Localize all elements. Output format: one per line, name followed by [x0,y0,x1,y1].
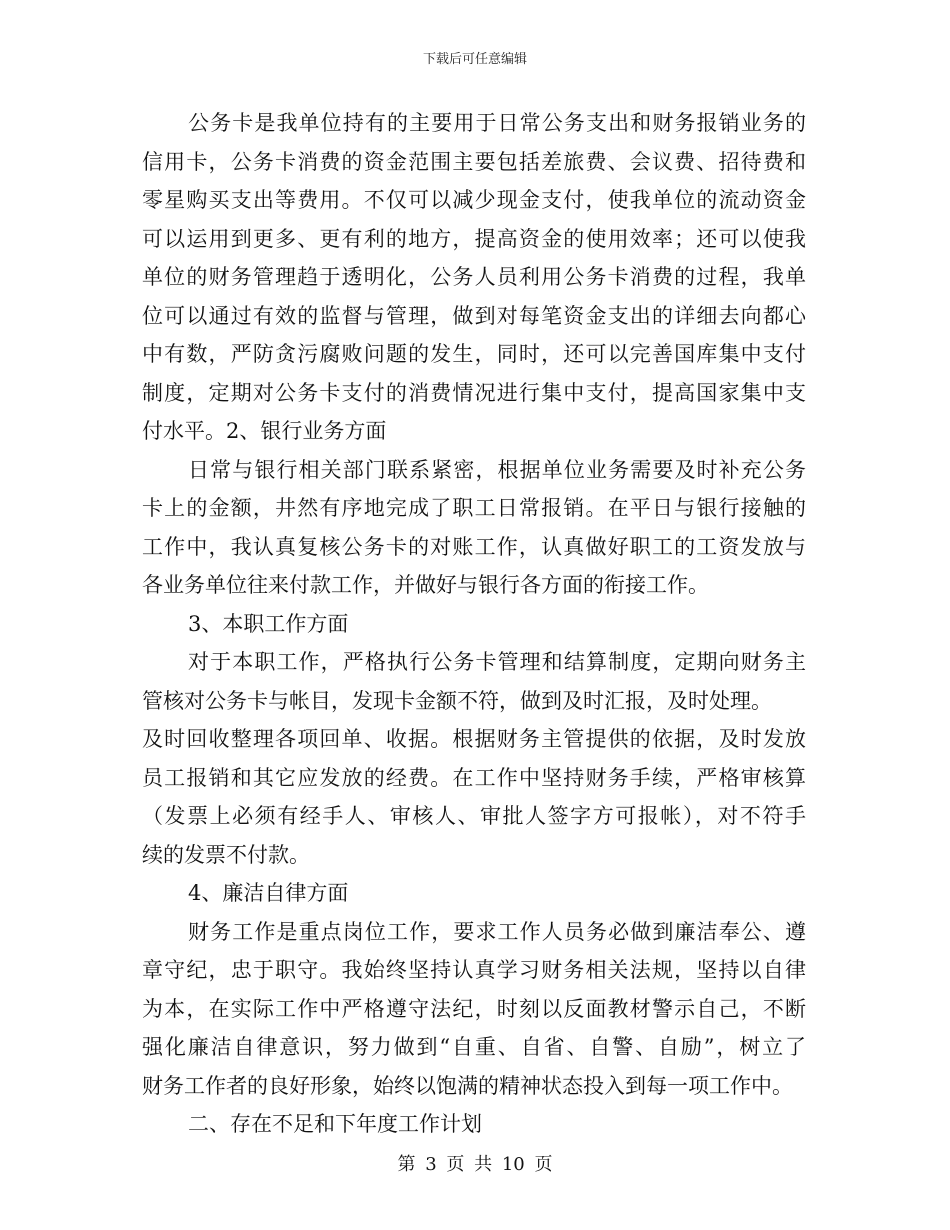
text-line: 付水平。2、银行业务方面 [142,419,387,443]
text-line: 员工报销和其它应发放的经费。在工作中坚持财务手续，严格审核算 [142,765,806,790]
text-line: 各业务单位往来付款工作，并做好与银行各方面的衔接工作。 [142,573,709,597]
page-number-footer: 第 3 页 共 10 页 [397,1154,553,1175]
text-line: 管核对公务卡与帐目，发现卡金额不符，做到及时汇报，及时处理。 [142,688,772,713]
text-line: 4、廉洁自律方面 [188,881,349,905]
text-line: 公务卡是我单位持有的主要用于日常公务支出和财务报销业务的 [188,111,806,135]
text-line: 为本，在实际工作中严格遵守法纪，时刻以反面教材警示自己，不断 [142,996,806,1021]
text-line: 章守纪，忠于职守。我始终坚持认真学习财务相关法规，坚持以自律 [142,958,806,982]
text-line: 财务工作是重点岗位工作，要求工作人员务必做到廉洁奉公、遵 [188,919,806,944]
text-line: 强化廉洁自律意识，努力做到“自重、自省、自警、自励”，树立了 [142,1035,806,1059]
text-line: 及时回收整理各项回单、收据。根据财务主管提供的依据，及时发放 [142,727,806,751]
text-line: （发票上必须有经手人、审核人、审批人签字方可报帐），对不符手 [142,804,806,828]
text-line: 信用卡，公务卡消费的资金范围主要包括差旅费、会议费、招待费和 [142,149,806,174]
text-line: 中有数，严防贪污腐败问题的发生，同时，还可以完善国库集中支付 [142,342,806,366]
text-line: 制度，定期对公务卡支付的消费情况进行集中支付，提高国家集中支 [142,380,806,405]
page-header-note: 下载后可任意编辑 [422,52,527,67]
text-line: 零星购买支出等费用。不仅可以减少现金支付，使我单位的流动资金 [142,188,806,212]
text-line: 卡上的金额，井然有序地完成了职工日常报销。在平日与银行接触的 [142,496,806,520]
text-line: 财务工作者的良好形象，始终以饱满的精神状态投入到每一项工作中。 [142,1073,793,1098]
text-line: 续的发票不付款。 [142,842,310,867]
text-line: 单位的财务管理趋于透明化，公务人员利用公务卡消费的过程，我单 [142,265,806,289]
text-line: 日常与银行相关部门联系紧密，根据单位业务需要及时补充公务 [188,457,806,482]
text-line: 可以运用到更多、更有利的地方，提高资金的使用效率；还可以使我 [142,226,806,251]
text-line: 对于本职工作，严格执行公务卡管理和结算制度，定期向财务主 [188,650,806,674]
text-line: 二、存在不足和下年度工作计划 [188,1112,482,1136]
text-line: 工作中，我认真复核公务卡的对账工作，认真做好职工的工资发放与 [142,534,806,559]
document-body [142,104,806,1144]
text-line: 3、本职工作方面 [188,611,349,636]
text-line: 位可以通过有效的监督与管理，做到对每笔资金支出的详细去向都心 [142,303,806,328]
